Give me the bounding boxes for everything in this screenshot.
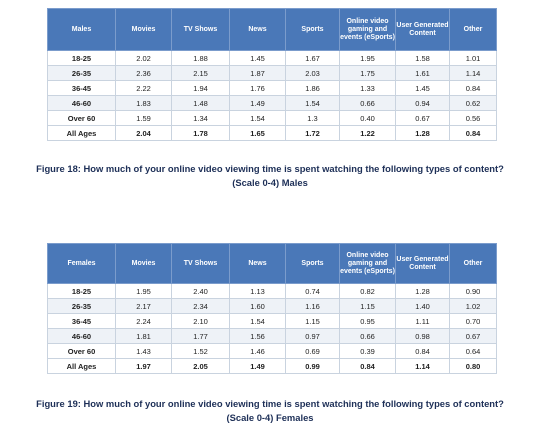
table-cell: 0.99 xyxy=(286,359,340,374)
table-cell: 1.97 xyxy=(116,359,172,374)
table-cell: 0.84 xyxy=(396,344,450,359)
table-row xyxy=(48,96,497,111)
table-cell: 0.80 xyxy=(450,359,497,374)
column-header: Males xyxy=(48,9,116,51)
table-row xyxy=(48,81,497,96)
table-cell: 1.48 xyxy=(172,96,230,111)
caption-line: Figure 19: How much of your online video viewing time is spent watching the following types of content? xyxy=(36,398,504,409)
table-cell: 1.76 xyxy=(230,81,286,96)
column-header: Sports xyxy=(286,244,340,284)
table-cell: 1.22 xyxy=(340,126,396,141)
table-row xyxy=(48,111,497,126)
table-cell: 2.22 xyxy=(116,81,172,96)
table-cell: 1.43 xyxy=(116,344,172,359)
table-cell: 0.67 xyxy=(450,329,497,344)
table-cell: 1.13 xyxy=(230,284,286,299)
table-cell: 0.64 xyxy=(450,344,497,359)
table-cell: 1.78 xyxy=(172,126,230,141)
caption-line: (Scale 0-4) Males xyxy=(232,177,308,188)
table-cell: 2.24 xyxy=(116,314,172,329)
table-cell: 1.54 xyxy=(230,111,286,126)
column-header: Other xyxy=(450,244,497,284)
column-header: Online video gaming and events (eSports) xyxy=(340,244,396,284)
caption-line: (Scale 0-4) Females xyxy=(226,412,314,423)
table-cell: 2.36 xyxy=(116,66,172,81)
table-row xyxy=(48,344,497,359)
table-cell: 1.88 xyxy=(172,51,230,66)
table-cell: 1.15 xyxy=(286,314,340,329)
column-header: Sports xyxy=(286,9,340,51)
row-label: Over 60 xyxy=(48,111,116,126)
table-cell: 2.05 xyxy=(172,359,230,374)
table-cell: 0.84 xyxy=(450,126,497,141)
row-label: 46-60 xyxy=(48,329,116,344)
table-row xyxy=(48,51,497,66)
table-cell: 0.98 xyxy=(396,329,450,344)
table-cell: 0.74 xyxy=(286,284,340,299)
column-header: TV Shows xyxy=(172,9,230,51)
table-cell: 1.87 xyxy=(230,66,286,81)
table-cell: 1.14 xyxy=(396,359,450,374)
table-cell: 1.16 xyxy=(286,299,340,314)
table-cell: 1.49 xyxy=(230,96,286,111)
table-cell: 1.61 xyxy=(396,66,450,81)
row-label: 18-25 xyxy=(48,284,116,299)
caption-line: Figure 18: How much of your online video viewing time is spent watching the following types of content? xyxy=(36,163,504,174)
table-cell: 1.95 xyxy=(116,284,172,299)
table-cell: 0.66 xyxy=(340,96,396,111)
column-header: Movies xyxy=(116,9,172,51)
table-cell: 1.49 xyxy=(230,359,286,374)
table-cell: 1.11 xyxy=(396,314,450,329)
table-cell: 1.65 xyxy=(230,126,286,141)
table-row xyxy=(48,66,497,81)
table-header-row xyxy=(48,244,497,284)
table-cell: 1.15 xyxy=(340,299,396,314)
table-cell: 0.56 xyxy=(450,111,497,126)
table-cell: 0.69 xyxy=(286,344,340,359)
table-cell: 1.75 xyxy=(340,66,396,81)
column-header: Online video gaming and events (eSports) xyxy=(340,9,396,51)
table-cell: 0.39 xyxy=(340,344,396,359)
table-cell: 1.33 xyxy=(340,81,396,96)
column-header: News xyxy=(230,9,286,51)
table-cell: 1.34 xyxy=(172,111,230,126)
table-cell: 1.28 xyxy=(396,284,450,299)
table-header-row xyxy=(48,9,497,51)
column-header: TV Shows xyxy=(172,244,230,284)
row-label: 18-25 xyxy=(48,51,116,66)
table-cell: 1.01 xyxy=(450,51,497,66)
column-header: User Generated Content xyxy=(396,9,450,51)
table-cell: 0.90 xyxy=(450,284,497,299)
table-cell: 1.28 xyxy=(396,126,450,141)
table-cell: 0.70 xyxy=(450,314,497,329)
row-label: Over 60 xyxy=(48,344,116,359)
table-cell: 1.81 xyxy=(116,329,172,344)
table-cell: 2.03 xyxy=(286,66,340,81)
table-cell: 0.94 xyxy=(396,96,450,111)
table-cell: 0.67 xyxy=(396,111,450,126)
column-header: Females xyxy=(48,244,116,284)
column-header: Other xyxy=(450,9,497,51)
table-cell: 1.40 xyxy=(396,299,450,314)
table-cell: 2.34 xyxy=(172,299,230,314)
table-cell: 0.97 xyxy=(286,329,340,344)
row-label: All Ages xyxy=(48,126,116,141)
column-header: News xyxy=(230,244,286,284)
table-cell: 1.83 xyxy=(116,96,172,111)
table-cell: 1.95 xyxy=(340,51,396,66)
table-row xyxy=(48,299,497,314)
table-cell: 0.82 xyxy=(340,284,396,299)
table-cell: 1.52 xyxy=(172,344,230,359)
table-cell: 1.45 xyxy=(230,51,286,66)
row-label: 26-35 xyxy=(48,66,116,81)
column-header: Movies xyxy=(116,244,172,284)
table-cell: 0.62 xyxy=(450,96,497,111)
females-viewing-table xyxy=(47,243,497,374)
table-cell: 1.77 xyxy=(172,329,230,344)
table-cell: 2.04 xyxy=(116,126,172,141)
figure-18-caption xyxy=(0,162,540,190)
table-cell: 2.10 xyxy=(172,314,230,329)
table-cell: 1.46 xyxy=(230,344,286,359)
column-header: User Generated Content xyxy=(396,244,450,284)
row-label: 26-35 xyxy=(48,299,116,314)
table-cell: 1.58 xyxy=(396,51,450,66)
row-label: 36-45 xyxy=(48,81,116,96)
row-label: 36-45 xyxy=(48,314,116,329)
table-cell: 1.94 xyxy=(172,81,230,96)
figure-19-caption xyxy=(0,397,540,425)
table-cell: 1.02 xyxy=(450,299,497,314)
table-row xyxy=(48,284,497,299)
row-label: 46-60 xyxy=(48,96,116,111)
table-cell: 0.66 xyxy=(340,329,396,344)
table-cell: 2.02 xyxy=(116,51,172,66)
table-cell: 1.56 xyxy=(230,329,286,344)
table-row-total xyxy=(48,126,497,141)
table-row-total xyxy=(48,359,497,374)
table-cell: 0.84 xyxy=(450,81,497,96)
table-cell: 2.15 xyxy=(172,66,230,81)
table-cell: 0.95 xyxy=(340,314,396,329)
row-label: All Ages xyxy=(48,359,116,374)
table-cell: 2.17 xyxy=(116,299,172,314)
males-viewing-table xyxy=(47,8,497,141)
table-row xyxy=(48,329,497,344)
table-cell: 1.67 xyxy=(286,51,340,66)
table-cell: 1.86 xyxy=(286,81,340,96)
table-cell: 1.72 xyxy=(286,126,340,141)
table-cell: 1.14 xyxy=(450,66,497,81)
table-cell: 1.60 xyxy=(230,299,286,314)
table-cell: 1.59 xyxy=(116,111,172,126)
table-cell: 1.54 xyxy=(286,96,340,111)
table-row xyxy=(48,314,497,329)
table-cell: 1.54 xyxy=(230,314,286,329)
table-cell: 0.84 xyxy=(340,359,396,374)
table-cell: 2.40 xyxy=(172,284,230,299)
table-cell: 1.3 xyxy=(286,111,340,126)
table-cell: 1.45 xyxy=(396,81,450,96)
table-cell: 0.40 xyxy=(340,111,396,126)
